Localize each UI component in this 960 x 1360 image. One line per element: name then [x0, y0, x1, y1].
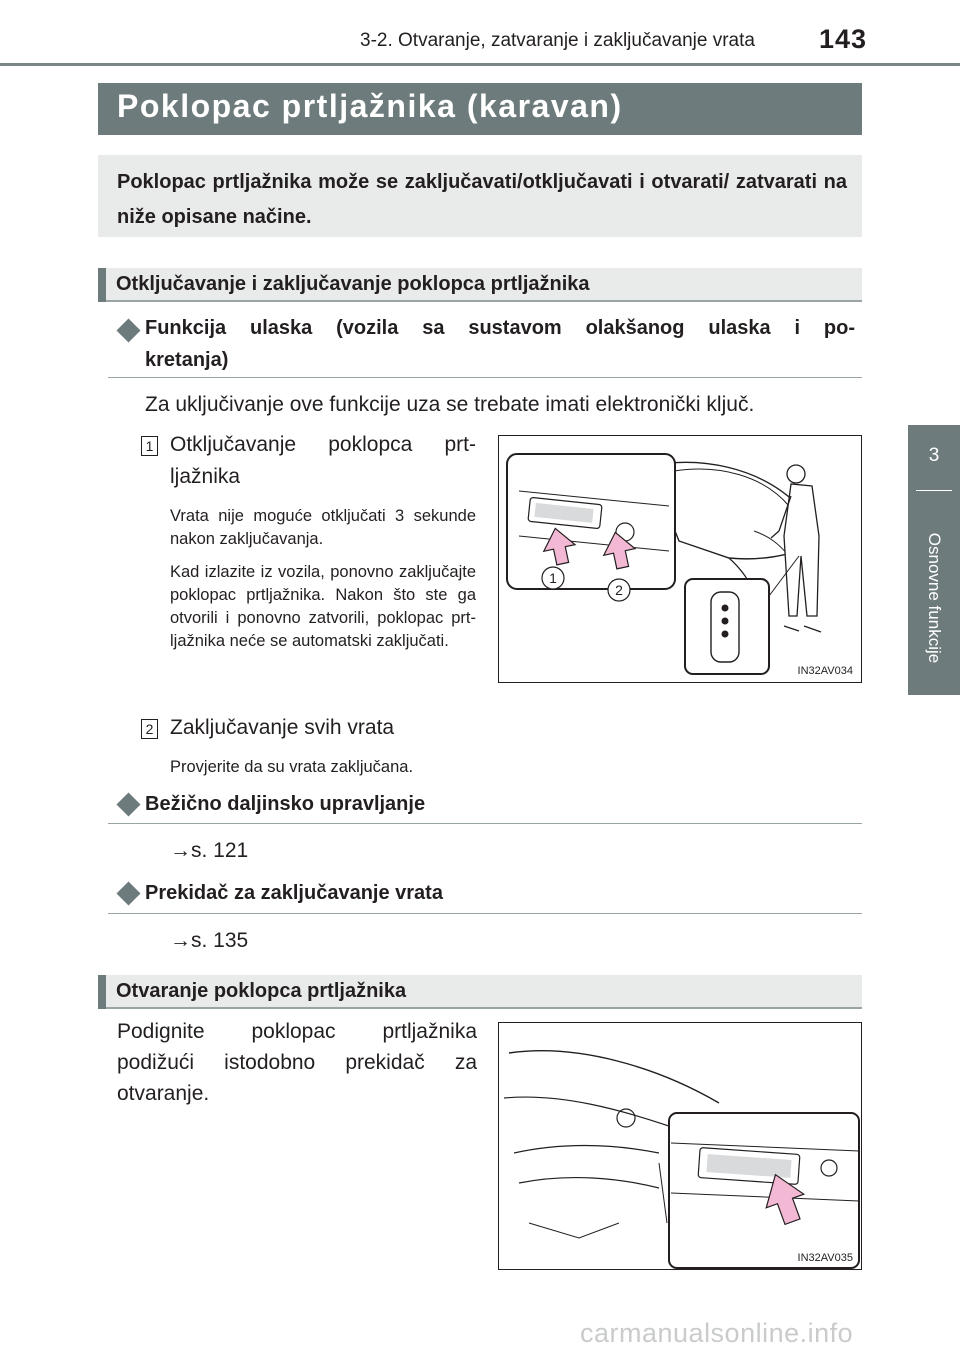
section-underline — [106, 1007, 862, 1009]
header-rule — [0, 63, 960, 66]
subheading-wireless: Bežično daljinsko upravljanje — [145, 793, 426, 815]
section-heading: Otvaranje poklopca prtljažnika — [116, 980, 407, 1002]
subheading-entry-function-line1: Funkcija ulaska (vozila sa sustavom olakšanog ulaska i po- — [145, 317, 855, 339]
opening-text-line1: Podignite poklopac prtljažnika — [117, 1020, 477, 1043]
opening-text-line2: podižući istodobno prekidač za — [117, 1051, 477, 1074]
page-number: 143 — [819, 24, 868, 54]
item2-label: Zaključavanje svih vrata — [170, 716, 395, 739]
section-header-unlocking — [98, 268, 862, 302]
car-rear-and-key-illustration — [499, 436, 861, 682]
chapter-label: Osnovne funkcije — [925, 532, 944, 664]
diamond-bullet-icon — [116, 792, 140, 816]
intro-text: Poklopac prtljažnika može se zaključavati/otključavati i otvarati/ zatvarati na niže opisane načine. — [117, 171, 847, 228]
wireless-page-ref: →s. 121 — [170, 839, 249, 862]
watermark: carmanualsonline.info — [580, 1318, 854, 1348]
figure-callout-2: 2 — [615, 582, 623, 598]
page-title: Poklopac prtljažnika (karavan) — [117, 88, 623, 124]
running-header-title: 3-2. Otvaranje, zatvaranje i zaključavanje vrata — [360, 30, 755, 51]
figure-code: IN32AV035 — [797, 1252, 853, 1264]
subheading-rule — [108, 823, 862, 824]
chapter-tab-divider — [916, 490, 952, 491]
section-marker — [98, 975, 106, 1009]
figure-code: IN32AV034 — [797, 665, 853, 677]
entry-function-description: Za uključivanje ove funkcije uza se trebate imati elektronički ključ. — [145, 393, 755, 416]
section-underline — [106, 300, 862, 302]
subheading-rule — [108, 377, 862, 378]
item-number-badge: 1 — [141, 436, 158, 456]
section-marker — [98, 268, 106, 302]
item-number-badge: 2 — [141, 719, 158, 739]
subheading-door-lock-switch: Prekidač za zaključavanje vrata — [145, 882, 443, 904]
chapter-number: 3 — [928, 445, 940, 466]
figure-callout-1: 1 — [549, 570, 557, 586]
item2-note: Provjerite da su vrata zaključana. — [170, 758, 414, 776]
diamond-bullet-icon — [116, 881, 140, 905]
diamond-bullet-icon — [116, 318, 140, 342]
door-lock-switch-page-ref: →s. 135 — [170, 929, 249, 952]
section-header-opening — [98, 975, 862, 1009]
figure-trunk-open-switch-illustration — [498, 1022, 862, 1270]
figure-trunk-unlock-illustration — [498, 435, 862, 683]
trunk-switch-illustration — [499, 1023, 861, 1269]
opening-text-line3: otvaranje. — [117, 1082, 210, 1105]
item1-label-line1: Otključavanje poklopca prt- — [170, 433, 476, 456]
item1-label-line2: ljažnika — [170, 465, 241, 488]
section-heading: Otključavanje i zaključavanje poklopca prtljažnika — [116, 273, 590, 295]
subheading-entry-function-line2: kretanja) — [145, 349, 229, 371]
subheading-rule — [108, 913, 862, 914]
item1-note-2: Kad izlazite iz vozila, ponovno zaključajte poklopac prtljažnika. Nakon što ste ga otvorili i ponovno zatvorili, poklopac prt- ljažnika neće se automatski zaključati. — [170, 563, 476, 650]
item1-note-1: Vrata nije moguće otključati 3 sekunde nakon zaključavanja. — [170, 507, 476, 548]
